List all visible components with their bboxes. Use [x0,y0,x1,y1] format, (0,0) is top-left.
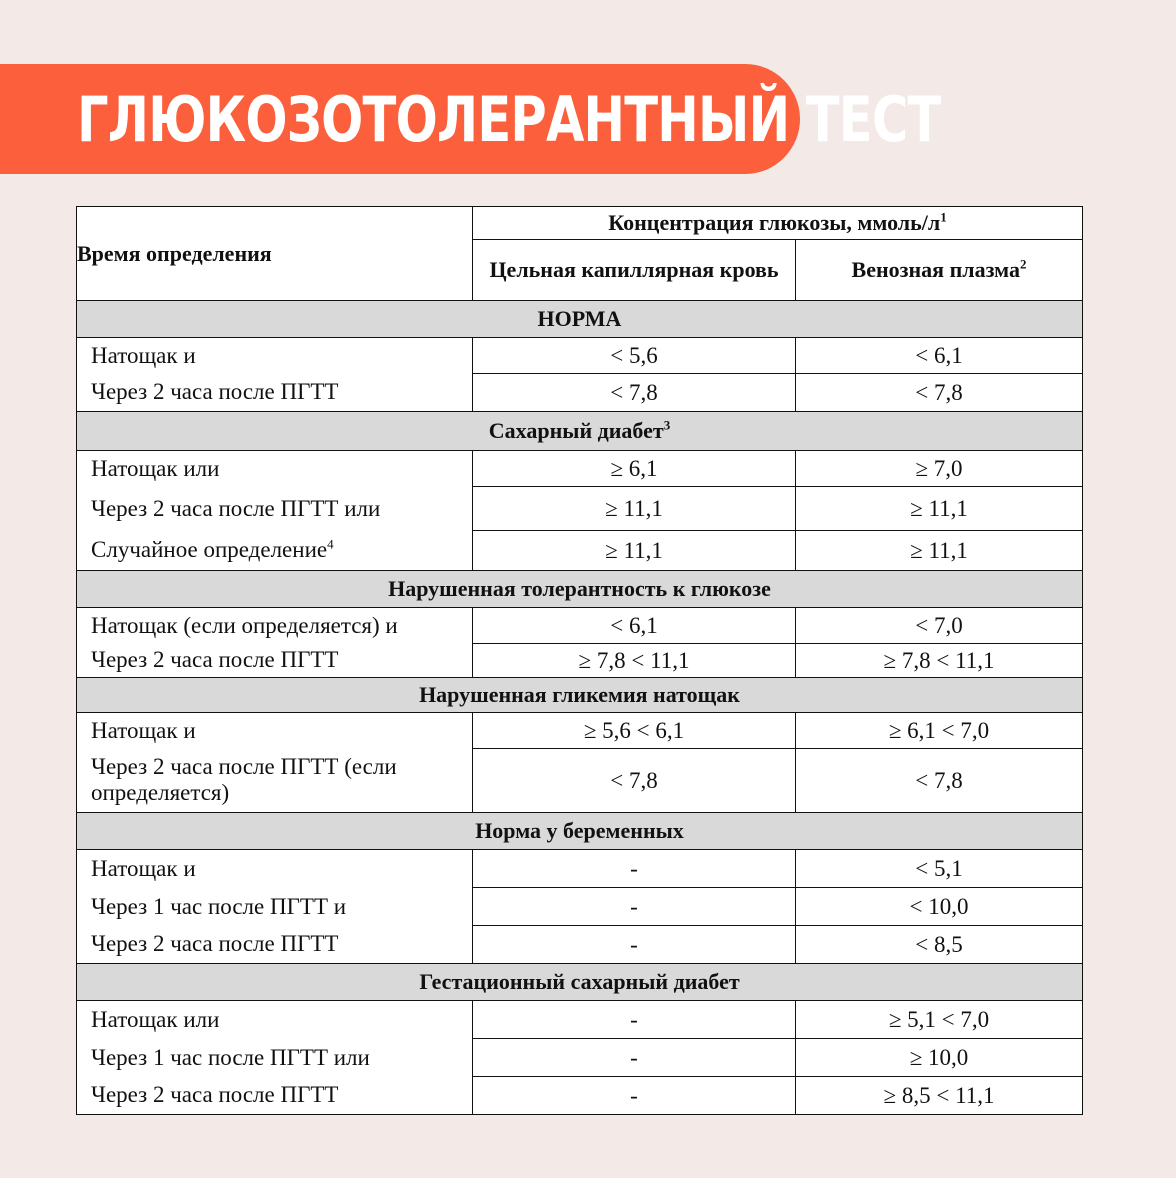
table-row [77,608,1083,644]
title-banner [0,64,941,174]
section-header: Нарушенная гликемия натощак [77,678,1083,713]
row-label: Натощак (если определяется) и [77,608,473,644]
venous-value: ≥ 6,1 < 7,0 [796,713,1083,749]
row-label: Натощак или [77,1001,473,1039]
capillary-value: - [473,888,796,926]
row-label: Через 2 часа после ПГТТ [77,926,473,964]
row-label: Через 2 часа после ПГТТ [77,374,473,412]
capillary-value: ≥ 11,1 [473,531,796,571]
row-label: Натощак и [77,713,473,749]
header-venous: Венозная плазма$^2$ [796,240,1083,301]
table-row [77,531,1083,571]
table-row [77,749,1083,813]
capillary-value: - [473,1001,796,1039]
row-label: Натощак и [77,850,473,888]
table-row [77,1077,1083,1115]
venous-value: < 7,0 [796,608,1083,644]
venous-value: ≥ 5,1 < 7,0 [796,1001,1083,1039]
section-header: НОРМА [77,301,1083,338]
table-row [77,926,1083,964]
header-time: Время определения [77,207,473,301]
table-row [77,338,1083,374]
table-row [77,374,1083,412]
row-label: Натощак и [77,338,473,374]
capillary-value: ≥ 7,8 < 11,1 [473,644,796,678]
venous-value: < 8,5 [796,926,1083,964]
capillary-value: < 5,6 [473,338,796,374]
row-label: Через 1 час после ПГТТ или [77,1039,473,1077]
venous-value: ≥ 11,1 [796,531,1083,571]
capillary-value: ≥ 5,6 < 6,1 [473,713,796,749]
capillary-value: - [473,926,796,964]
row-label: Натощак или [77,451,473,487]
header-capillary: Цельная капиллярная кровь [473,240,796,301]
table-row [77,451,1083,487]
row-label: Через 2 часа после ПГТТ или [77,487,473,531]
capillary-value: < 6,1 [473,608,796,644]
capillary-value: ≥ 11,1 [473,487,796,531]
table-row [77,487,1083,531]
header-concentration: Концентрация глюкозы, ммоль/$л^1$ [473,207,1083,240]
section-header: Нарушенная толерантность к глюкозе [77,571,1083,608]
capillary-value: < 7,8 [473,374,796,412]
capillary-value: < 7,8 [473,749,796,813]
capillary-value: - [473,1077,796,1115]
venous-value: < 10,0 [796,888,1083,926]
row-label: Через 2 часа после ПГТТ [77,644,473,678]
capillary-value: - [473,850,796,888]
venous-value: ≥ 7,8 < 11,1 [796,644,1083,678]
table-row [77,1039,1083,1077]
table-row [77,1001,1083,1039]
table-row [77,888,1083,926]
venous-value: < 6,1 [796,338,1083,374]
page-title: ГЛЮКОЗОТОЛЕРАНТНЫЙ ТЕСТ [77,83,941,156]
table-row [77,850,1083,888]
capillary-value: - [473,1039,796,1077]
venous-value: ≥ 11,1 [796,487,1083,531]
table-row [77,644,1083,678]
venous-value: ≥ 8,5 < 11,1 [796,1077,1083,1115]
row-label: Через 2 часа после ПГТТ (если определяется) [77,749,473,813]
glucose-test-table [76,206,1083,1115]
row-label: Через 2 часа после ПГТТ [77,1077,473,1115]
row-label: Через 1 час после ПГТТ и [77,888,473,926]
section-header: Норма у беременных [77,813,1083,850]
venous-value: ≥ 7,0 [796,451,1083,487]
section-header: Сахарный диабет$^3$ [77,412,1083,451]
table-row [77,713,1083,749]
venous-value: < 5,1 [796,850,1083,888]
venous-value: < 7,8 [796,374,1083,412]
venous-value: ≥ 10,0 [796,1039,1083,1077]
row-label: Случайное определение$^4$ [77,531,473,571]
section-header: Гестационный сахарный диабет [77,964,1083,1001]
capillary-value: ≥ 6,1 [473,451,796,487]
venous-value: < 7,8 [796,749,1083,813]
